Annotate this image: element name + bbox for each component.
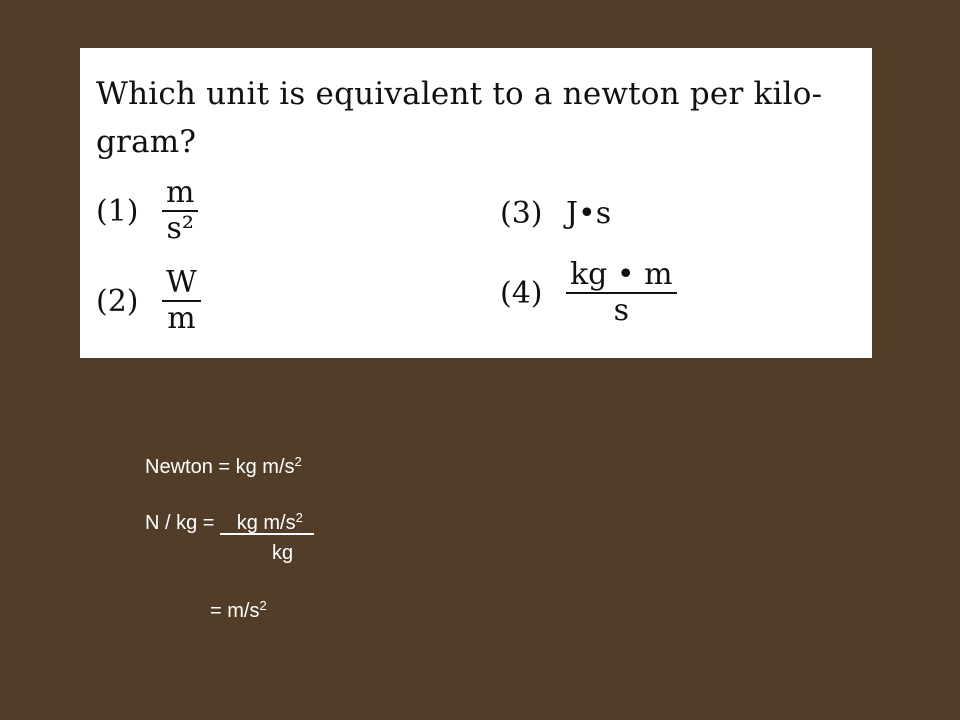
newton-per-kilogram-numerator	[220, 512, 314, 534]
choice-4-numerator: kg • m	[566, 260, 677, 294]
kilogram-denominator: kg	[272, 542, 294, 564]
choice-2	[96, 265, 201, 336]
choice-1-fraction	[162, 175, 198, 246]
choice-4-number: (4)	[500, 275, 543, 311]
question-panel	[80, 48, 872, 358]
choice-3-expression: J•s	[566, 196, 612, 231]
choice-1-number: (1)	[96, 193, 139, 229]
result-exponent: 2	[259, 598, 267, 613]
choice-4-fraction	[566, 257, 677, 328]
choice-4	[500, 257, 677, 328]
choice-1-numerator: m	[162, 178, 198, 212]
newton-definition-text: Newton = kg m/s	[145, 456, 295, 478]
choice-2-denominator: m	[167, 301, 196, 336]
result-text: = m/s	[210, 600, 260, 622]
choice-1	[96, 175, 198, 246]
choice-3	[500, 196, 611, 231]
newton-per-kilogram-numerator-exponent: 2	[295, 510, 303, 525]
choice-2-fraction	[162, 265, 201, 336]
choice-4-denominator: s	[613, 293, 629, 328]
choice-3-number: (3)	[500, 196, 543, 231]
newton-per-kilogram-prefix: N / kg =	[145, 512, 221, 534]
result-line	[210, 598, 267, 623]
choice-2-number: (2)	[96, 283, 139, 319]
choice-2-numerator: W	[162, 268, 201, 302]
question-text-line-2: gram?	[96, 124, 197, 160]
question-text-line-1: Which unit is equivalent to a newton per kilo-	[96, 76, 823, 112]
newton-per-kilogram-line	[145, 510, 314, 535]
newton-per-kilogram-numerator-tail	[303, 512, 314, 534]
newton-definition	[145, 454, 302, 479]
choice-1-denominator: s²	[166, 211, 194, 246]
newton-per-kilogram-numerator-text: kg m/s	[220, 512, 296, 534]
newton-definition-exponent: 2	[294, 454, 302, 469]
